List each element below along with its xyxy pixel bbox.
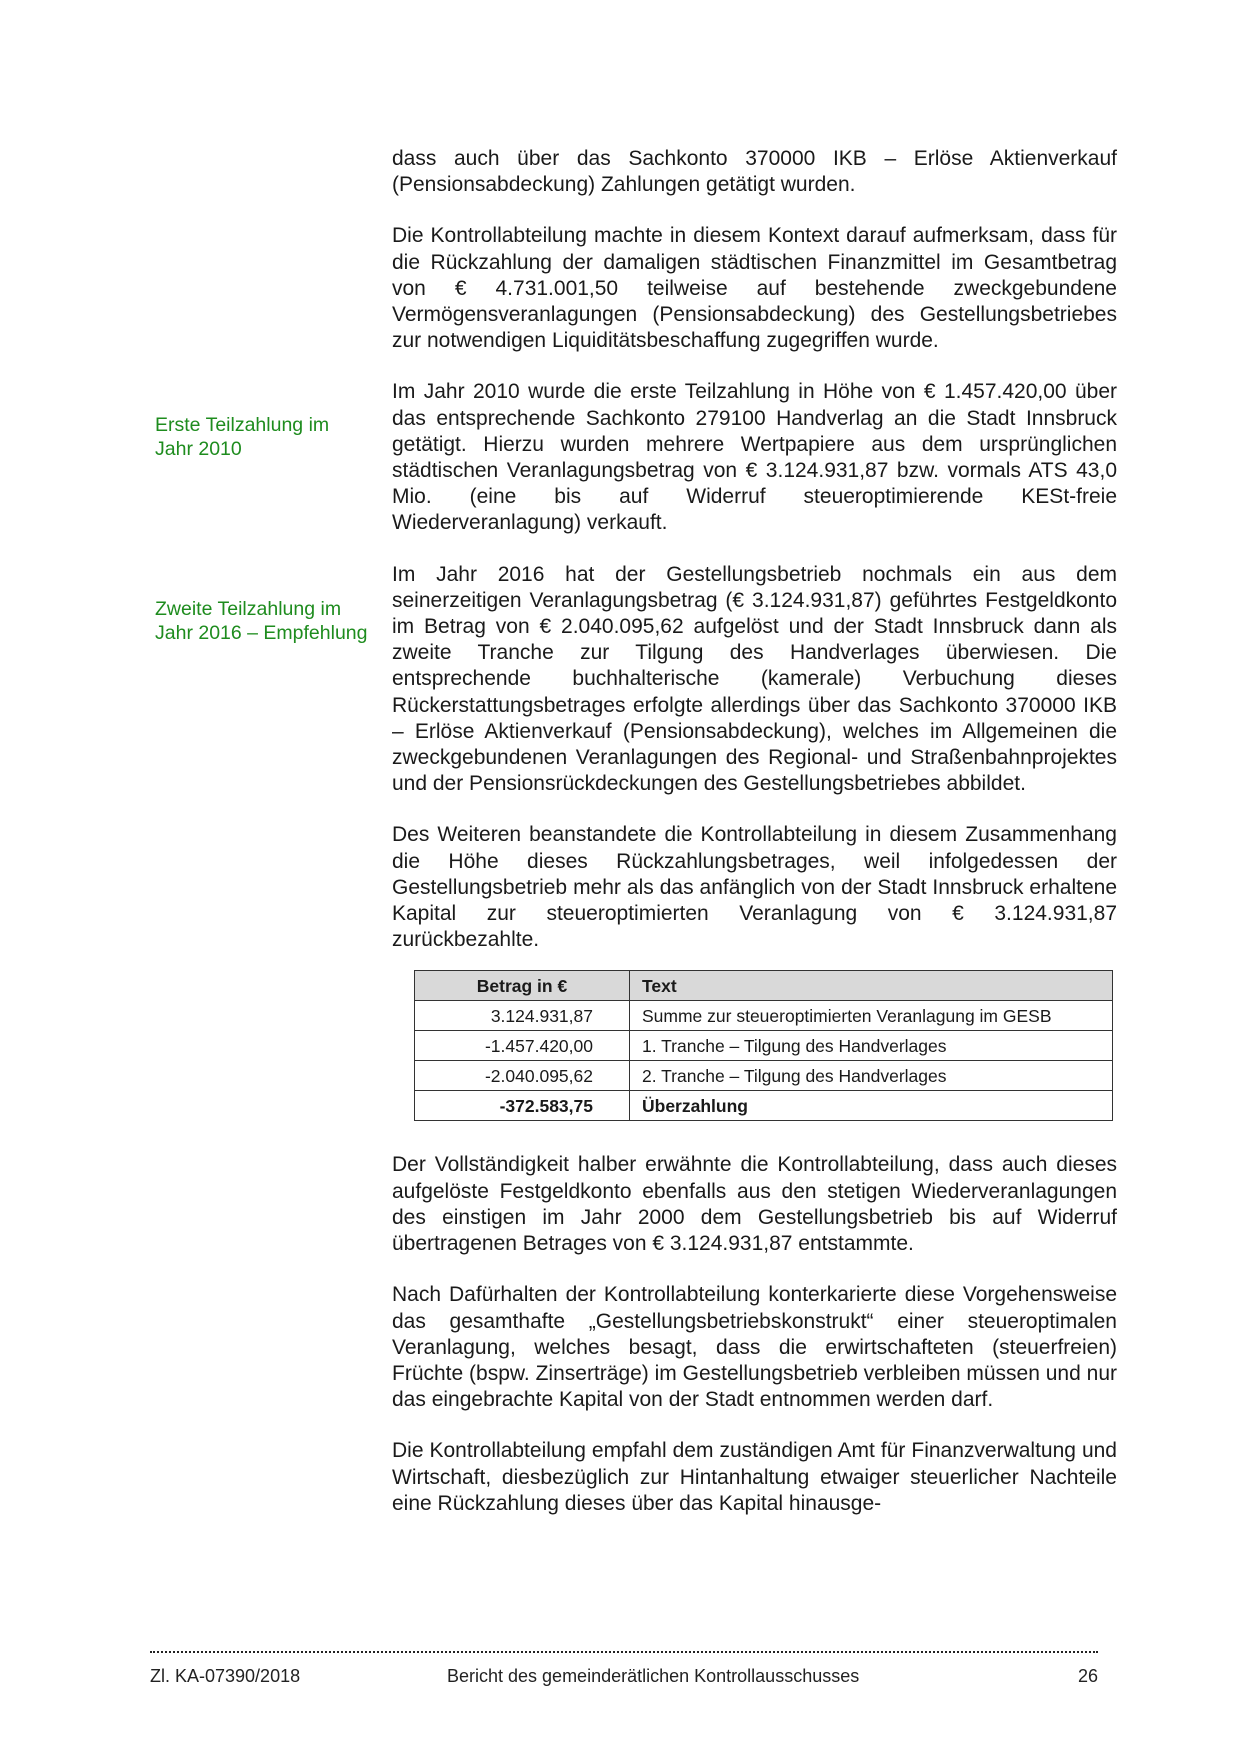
text-cell: 1. Tranche – Tilgung des Handverlages	[630, 1031, 1113, 1061]
total-amount-cell: -372.583,75	[415, 1091, 630, 1121]
main-text	[392, 146, 1117, 1542]
total-text-cell: Überzahlung	[630, 1091, 1113, 1121]
amount-cell: -1.457.420,00	[415, 1031, 630, 1061]
amount-cell: 3.124.931,87	[415, 1001, 630, 1031]
margin-note-first-payment: Erste Teilzahlung im Jahr 2010	[155, 414, 330, 460]
column-header-amount: Betrag in €	[415, 971, 630, 1001]
table-row	[415, 1031, 1113, 1061]
paragraph: Im Jahr 2010 wurde die erste Teilzahlung in Höhe von € 1.457.420,00 über das entsprechende Sachkonto 279100 Handverlag an die Stadt Innsbruck getätigt. Hierzu wurden mehrere Wertpapiere aus dem ursprünglichen städtischen Veranlagungsbetrag von € 3.124.931,87 bzw. vormals ATS 43,0 Mio. (eine bis auf Widerruf steueroptimierende KESt-freie Wiederveranlagung) verkauft.	[392, 380, 1117, 535]
table-total-row	[415, 1091, 1113, 1121]
column-header-text: Text	[630, 971, 1113, 1001]
margin-note-second-payment: Zweite Teilzahlung im Jahr 2016 – Empfehlung	[155, 598, 368, 644]
paragraph: Im Jahr 2016 hat der Gestellungsbetrieb nochmals ein aus dem seinerzeitigen Veranlagungsbetrag (€ 3.124.931,87) geführtes Festgeldkonto im Betrag von € 2.040.095,62 aufgelöst und der Stadt Innsbruck dann als zweite Tranche zur Tilgung des Handverlages überwiesen. Die entsprechende buchhalterische (kamerale) Verbuchung dieses Rückerstattungsbetrages erfolgte allerdings über das Sachkonto 370000 IKB – Erlöse Aktienverkauf (Pensionsabdeckung), welches im Allgemeinen die zweckgebundenen Veranlagungen des Regional- und Straßenbahnprojektes und der Pensionsrückdeckungen des Gestellungsbetriebes abbildet.	[392, 562, 1117, 796]
table-header-row	[415, 971, 1113, 1001]
table-row	[415, 1061, 1113, 1091]
paragraph: Des Weiteren beanstandete die Kontrollabteilung in diesem Zusammenhang die Höhe dieses Rückzahlungsbetrages, weil infolgedessen der Gestellungsbetrieb mehr als das anfänglich von der Stadt Innsbruck erhaltene Kapital zur steueroptimierten Veranlagung von € 3.124.931,87 zurückbezahlte.	[392, 823, 1117, 952]
payment-table	[414, 970, 1113, 1121]
amount-cell: -2.040.095,62	[415, 1061, 630, 1091]
table-row	[415, 1001, 1113, 1031]
paragraph: Die Kontrollabteilung empfahl dem zuständigen Amt für Finanzverwaltung und Wirtschaft, diesbezüglich zur Hintanhaltung etwaiger steuerlicher Nachteile eine Rückzahlung dieses über das Kapital hinausge-	[392, 1439, 1117, 1515]
footer-title: Bericht des gemeinderätlichen Kontrollausschusses	[447, 1666, 860, 1686]
page-number: 26	[1078, 1666, 1099, 1686]
paragraph: Nach Dafürhalten der Kontrollabteilung konterkarierte diese Vorgehensweise das gesamthafte „Gestellungsbetriebskonstrukt“ einer steueroptimalen Veranlagung, welches besagt, dass die erwirtschafteten (steuerfreien) Früchte (bspw. Zinserträge) im Gestellungsbetrieb verbleiben müssen und nur das eingebrachte Kapital von der Stadt entnommen werden darf.	[392, 1283, 1117, 1412]
footer-reference: Zl. KA-07390/2018	[150, 1666, 301, 1686]
text-cell: Summe zur steueroptimierten Veranlagung im GESB	[630, 1001, 1113, 1031]
paragraph: dass auch über das Sachkonto 370000 IKB – Erlöse Aktienverkauf (Pensionsabdeckung) Zahlungen getätigt wurden.	[392, 147, 1117, 197]
footer-divider	[150, 1651, 1098, 1653]
paragraph: Die Kontrollabteilung machte in diesem Kontext darauf aufmerksam, dass für die Rückzahlung der damaligen städtischen Finanzmittel im Gesamtbetrag von € 4.731.001,50 teilweise auf bestehende zweckgebundene Vermögensveranlagungen (Pensionsabdeckung) des Gestellungsbetriebes zur notwendigen Liquiditätsbeschaffung zugegriffen wurde.	[392, 224, 1117, 353]
text-cell: 2. Tranche – Tilgung des Handverlages	[630, 1061, 1113, 1091]
paragraph: Der Vollständigkeit halber erwähnte die Kontrollabteilung, dass auch dieses aufgelöste Festgeldkonto ebenfalls aus den stetigen Wiederveranlagungen des einstigen im Jahr 2000 dem Gestellungsbetrieb bis auf Widerruf übertragenen Betrages von € 3.124.931,87 entstammte.	[392, 1153, 1117, 1256]
